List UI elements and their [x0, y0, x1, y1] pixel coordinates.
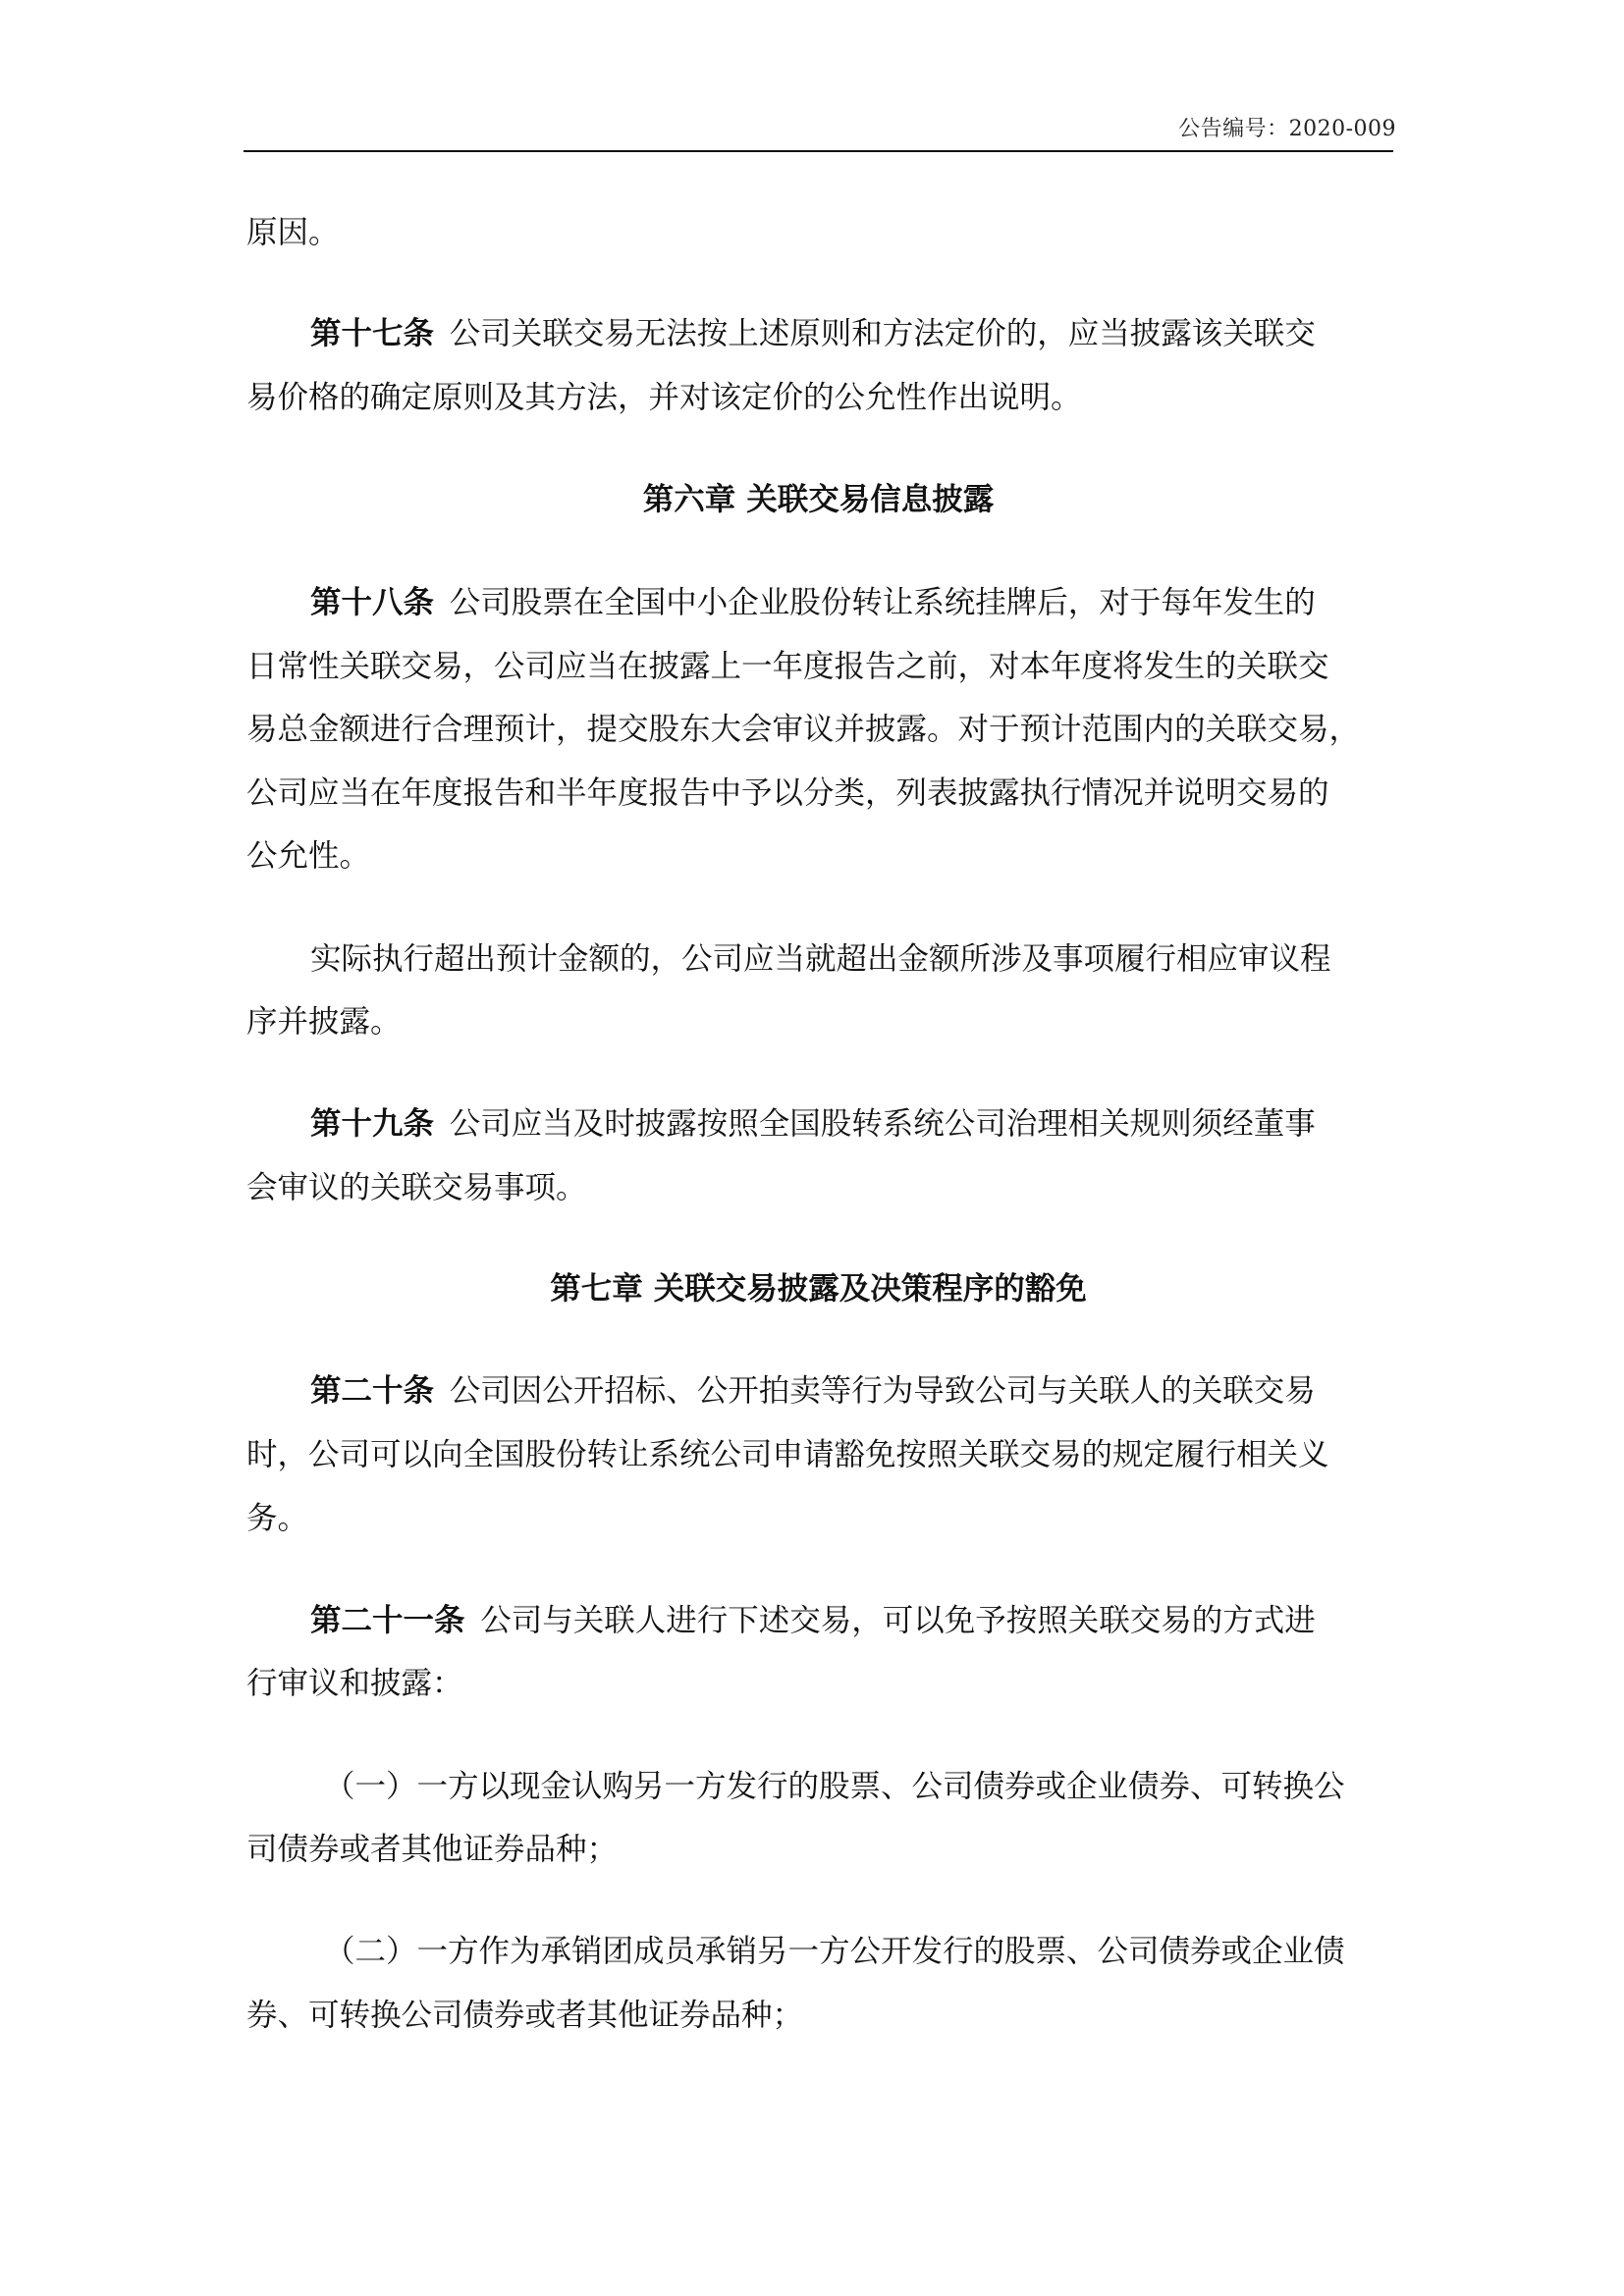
article-21-label: 第二十一条: [310, 1602, 465, 1638]
list-item-1-line: 司债券或者其他证券品种；: [246, 1832, 619, 1867]
article-18-label: 第十八条: [310, 584, 435, 620]
chapter-7-heading: 第七章 关联交易披露及决策程序的豁免: [550, 1270, 1087, 1307]
article-18-line: 公允性。: [246, 838, 371, 874]
paragraph-line: 实际执行超出预计金额的，公司应当就超出金额所涉及事项履行相应审议程: [310, 941, 1331, 977]
header-rule: [244, 150, 1393, 152]
article-20-line: 务。: [246, 1501, 309, 1536]
announcement-number: 公告编号：2020-009: [1178, 117, 1396, 141]
list-item-2-line: 券、可转换公司债券或者其他证券品种；: [246, 1998, 804, 2033]
article-19-text: 公司应当及时披露按照全国股转系统公司治理相关规则须经董事: [449, 1106, 1316, 1142]
article-17-line: [310, 307, 1316, 360]
article-18-line: [310, 576, 1316, 629]
paragraph-line: 序并披露。: [246, 1004, 402, 1040]
list-item-2-line: （二）一方作为承销团成员承销另一方公开发行的股票、公司债券或企业债: [324, 1934, 1345, 1969]
article-17-line: 易价格的确定原则及其方法，并对该定价的公允性作出说明。: [246, 380, 1082, 415]
article-20-line: [310, 1364, 1316, 1417]
article-18-line: 公司应当在年度报告和半年度报告中予以分类，列表披露执行情况并说明交易的: [246, 775, 1329, 811]
article-18-text: 公司股票在全国中小企业股份转让系统挂牌后，对于每年发生的: [449, 585, 1316, 620]
paragraph-line: 原因。: [246, 215, 340, 250]
list-item-1-line: （一）一方以现金认购另一方发行的股票、公司债券或企业债券、可转换公: [324, 1769, 1345, 1804]
article-20-line: 时，公司可以向全国股份转让系统公司申请豁免按照关联交易的规定履行相关义: [246, 1437, 1329, 1472]
article-18-line: 日常性关联交易，公司应当在披露上一年度报告之前，对本年度将发生的关联交: [246, 649, 1329, 684]
article-17-label: 第十七条: [310, 315, 435, 351]
chapter-6-heading: 第六章 关联交易信息披露: [642, 481, 995, 517]
article-18-line: 易总金额进行合理预计，提交股东大会审议并披露。对于预计范围内的关联交易，: [246, 712, 1361, 747]
article-21-text: 公司与关联人进行下述交易，可以免予按照关联交易的方式进: [480, 1603, 1316, 1638]
article-17-text: 公司关联交易无法按上述原则和方法定价的，应当披露该关联交: [449, 316, 1316, 351]
article-20-label: 第二十条: [310, 1372, 435, 1409]
article-19-line: 会审议的关联交易事项。: [246, 1170, 587, 1205]
article-21-line: [310, 1594, 1316, 1647]
article-19-line: [310, 1097, 1316, 1150]
article-21-line: 行审议和披露：: [246, 1666, 463, 1701]
article-19-label: 第十九条: [310, 1105, 435, 1142]
article-20-text: 公司因公开招标、公开拍卖等行为导致公司与关联人的关联交易: [449, 1373, 1316, 1409]
